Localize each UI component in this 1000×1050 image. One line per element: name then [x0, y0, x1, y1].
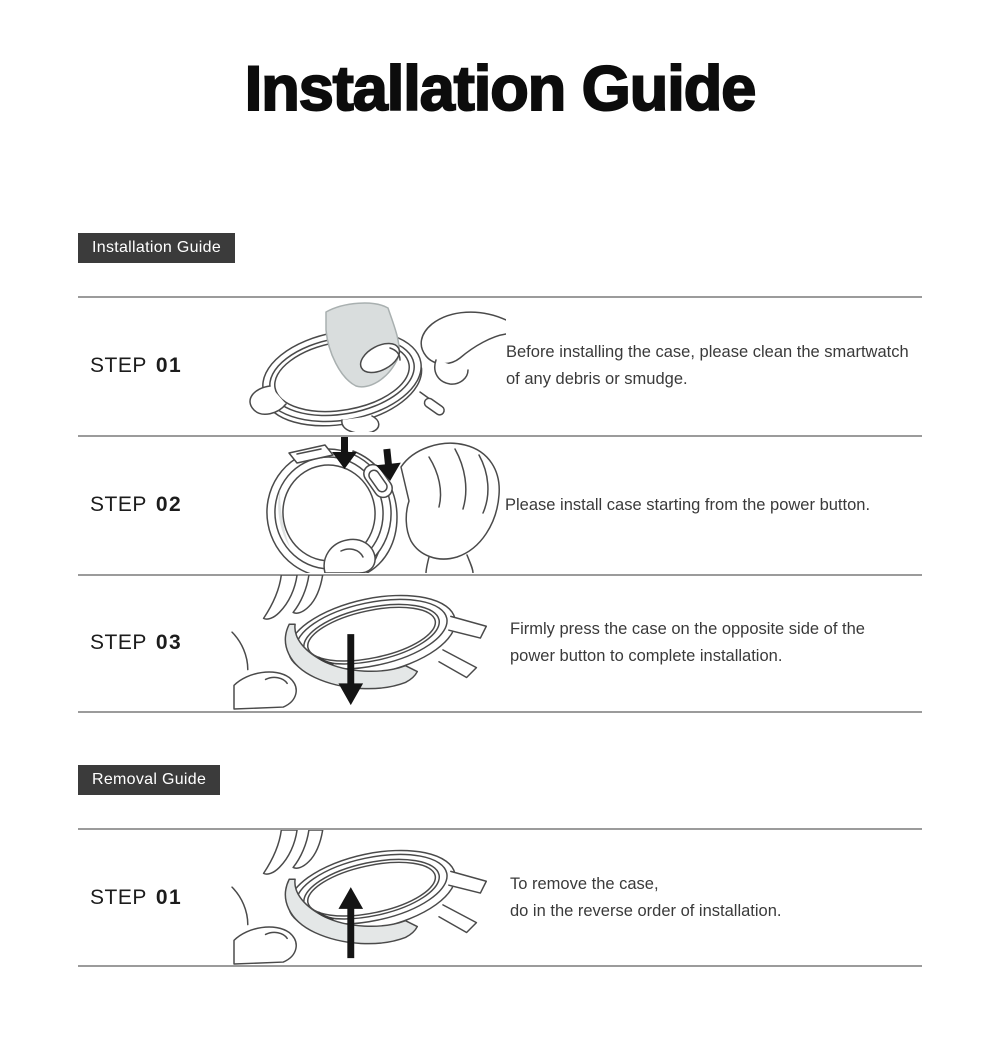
step-word: STEP	[90, 631, 147, 655]
finger	[293, 830, 323, 868]
step-number: 02	[155, 493, 183, 517]
finger	[293, 575, 323, 613]
step-row	[78, 574, 922, 713]
thumb	[234, 672, 296, 709]
step-description: To remove the case, do in the reverse order of installation.	[510, 874, 782, 920]
step-description: Firmly press the case on the opposite side of the power button to complete installation.	[510, 620, 865, 666]
step-row	[78, 828, 922, 967]
step-label	[78, 493, 230, 517]
finger	[435, 360, 468, 384]
installation-guide-badge: Installation Guide	[78, 233, 235, 263]
step-word: STEP	[90, 354, 147, 378]
step-label	[78, 354, 230, 378]
watch-lug-right	[449, 617, 486, 639]
watch-press-down-illustration	[230, 575, 510, 711]
hand-behind	[401, 444, 499, 560]
step-number: 03	[155, 631, 183, 655]
watch-crown	[423, 397, 446, 417]
thumb	[234, 927, 296, 964]
step-description: Before installing the case, please clean the smartwatch of any debris or smudge.	[506, 343, 909, 389]
step-label	[78, 631, 230, 655]
watch-lug-right	[449, 871, 486, 893]
watch-remove-up-illustration	[230, 830, 510, 966]
removal-steps	[78, 828, 922, 967]
step-label	[78, 886, 230, 910]
installation-steps	[78, 296, 922, 713]
watch-cleaning-illustration	[230, 300, 506, 432]
finger	[264, 575, 298, 619]
watch-lug-right	[439, 650, 476, 678]
removal-guide-badge: Removal Guide	[78, 765, 220, 795]
page-title: Installation Guide	[244, 54, 756, 124]
finger	[264, 830, 298, 874]
step-row	[78, 296, 922, 435]
guide-content	[78, 129, 922, 967]
hand-outline	[421, 313, 506, 365]
step-word: STEP	[90, 493, 147, 517]
watch-install-power-button-illustration	[233, 437, 503, 573]
step-row	[78, 435, 922, 574]
step-word: STEP	[90, 885, 147, 909]
watch-lug-right	[439, 905, 476, 933]
step-number: 01	[155, 354, 183, 378]
step-number: 01	[155, 885, 183, 909]
step-description: Please install case starting from the power button.	[505, 495, 871, 514]
